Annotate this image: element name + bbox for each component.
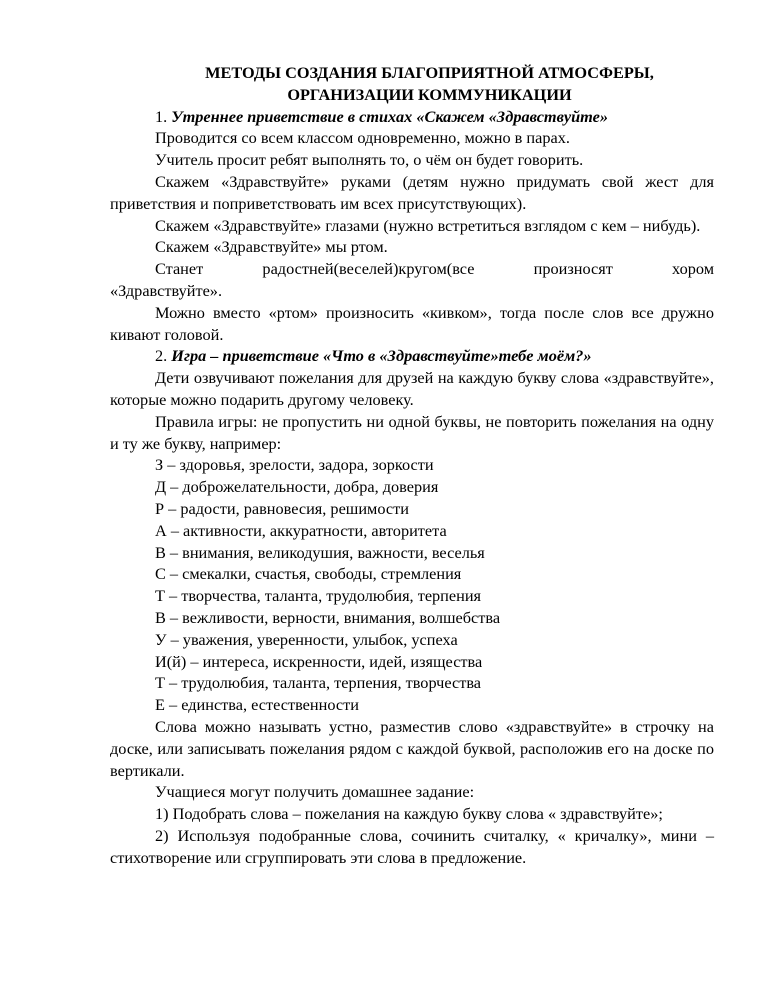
paragraph: Станет радостней(веселей)кругом(все произносят хором bbox=[155, 259, 714, 279]
paragraph: Скажем «Здравствуйте» глазами (нужно встретиться взглядом с кем – нибудь). bbox=[155, 215, 701, 235]
list-item: Р – радости, равновесия, решимости bbox=[155, 498, 409, 518]
list-item: И(й) – интереса, искренности, идей, изящества bbox=[155, 651, 483, 671]
paragraph: Дети озвучивают пожелания для друзей на каждую букву слова «здравствуйте», которые можно подарить другому человеку. bbox=[110, 368, 714, 409]
list-item: Д – доброжелательности, добра, доверия bbox=[155, 477, 439, 497]
paragraph: Скажем «Здравствуйте» руками (детям нужно придумать свой жест для приветствия и поприветствовать им всех присутствующих). bbox=[110, 171, 714, 213]
paragraph: Учащиеся могут получить домашнее задание: bbox=[155, 782, 475, 802]
paragraph: Слова можно называть устно, разместив слово «здравствуйте» в строчку на доске, или записывать пожелания рядом с каждой буквой, расположив его на доске по вертикали. bbox=[110, 716, 714, 780]
paragraph: Можно вместо «ртом» произносить «кивком», тогда после слов все дружно кивают головой. bbox=[110, 302, 714, 344]
paragraph: Скажем «Здравствуйте» мы ртом. bbox=[155, 237, 388, 257]
list-item: Е – единства, естественности bbox=[155, 695, 359, 715]
title-line-1: МЕТОДЫ СОЗДАНИЯ БЛАГОПРИЯТНОЙ АТМОСФЕРЫ, bbox=[205, 63, 654, 82]
paragraph: 2) Используя подобранные слова, сочинить считалку, « кричалку», мини – стихотворение или сгруппировать эти слова в предложение. bbox=[110, 825, 714, 867]
paragraph: Учитель просит ребят выполнять то, о чём он будет говорить. bbox=[155, 150, 584, 170]
section-2-title: Игра – приветствие «Что в «Здравствуйте»тебе моём?» bbox=[171, 346, 592, 366]
paragraph: «Здравствуйте». bbox=[110, 280, 223, 300]
section-1-title: Утреннее приветствие в стихах «Скажем «Здравствуйте» bbox=[171, 106, 608, 126]
section-1-heading bbox=[110, 106, 714, 128]
section-2-heading bbox=[110, 345, 714, 367]
title-line-2: ОРГАНИЗАЦИИ КОММУНИКАЦИИ bbox=[287, 84, 572, 104]
list-item: У – уважения, уверенности, улыбок, успеха bbox=[155, 629, 458, 649]
list-item: С – смекалки, счастья, свободы, стремления bbox=[155, 564, 462, 584]
document-title bbox=[145, 62, 714, 106]
section-2-number: 2. bbox=[155, 346, 172, 366]
list-item: Т – трудолюбия, таланта, терпения, творчества bbox=[155, 673, 482, 693]
paragraph: Проводится со всем классом одновременно, можно в парах. bbox=[155, 128, 570, 148]
list-item: В – вежливости, верности, внимания, волшебства bbox=[155, 607, 501, 627]
paragraph: 1) Подобрать слова – пожелания на каждую букву слова « здравствуйте»; bbox=[155, 804, 663, 824]
list-item: А – активности, аккуратности, авторитета bbox=[155, 520, 447, 540]
list-item: З – здоровья, зрелости, задора, зоркости bbox=[155, 455, 434, 475]
list-item: В – внимания, великодушия, важности, веселья bbox=[155, 542, 485, 562]
section-1-number: 1. bbox=[155, 106, 172, 126]
paragraph: Правила игры: не пропустить ни одной буквы, не повторить пожелания на одну и ту же букву, например: bbox=[110, 411, 714, 453]
list-item: Т – творчества, таланта, трудолюбия, терпения bbox=[155, 586, 482, 606]
document-page bbox=[110, 62, 714, 868]
